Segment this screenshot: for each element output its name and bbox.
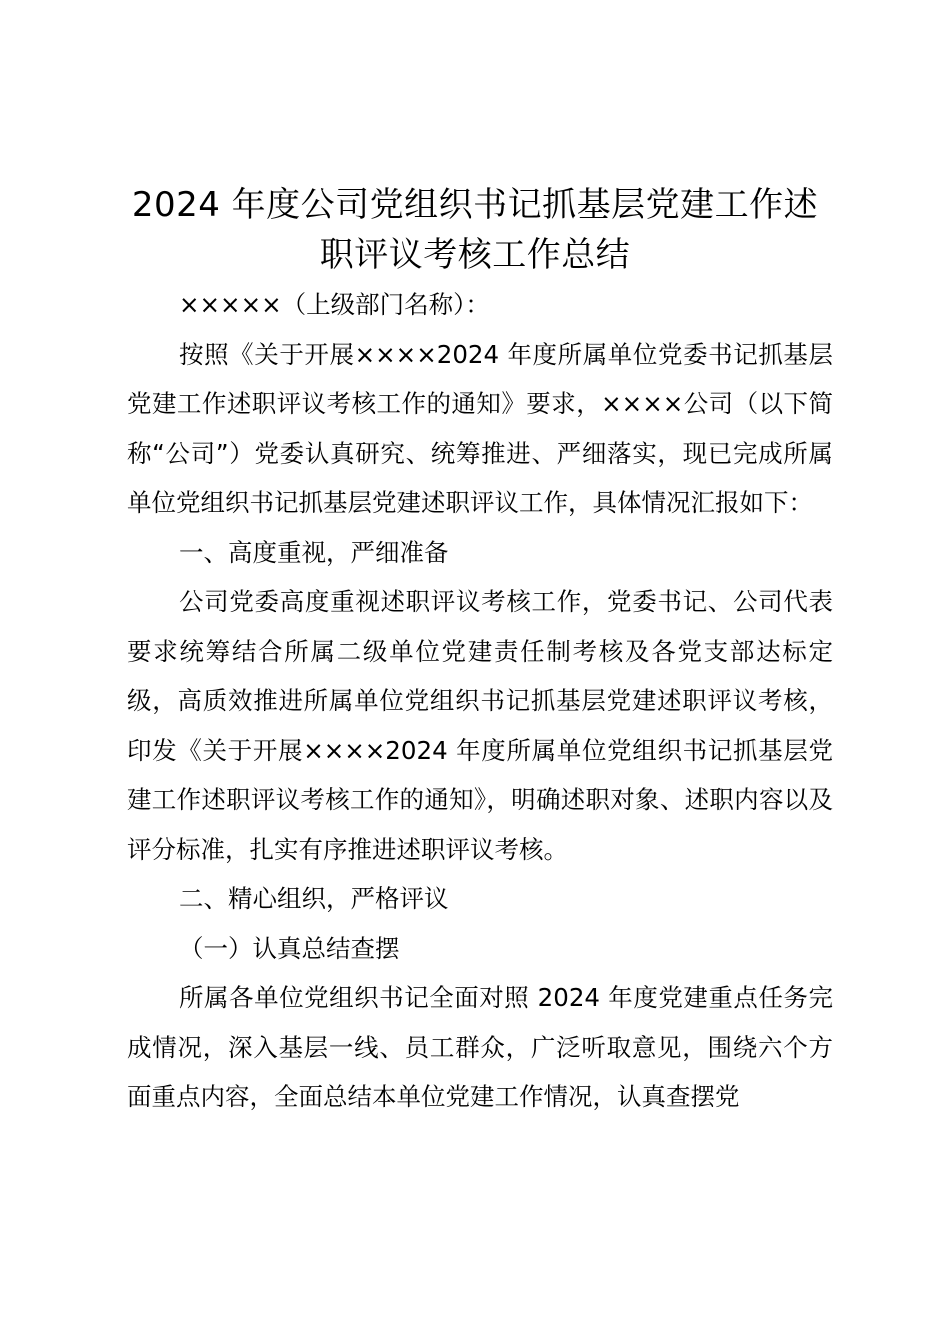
document-title: [100, 180, 850, 280]
document-body: [127, 280, 833, 1122]
paragraph-intro: 按照《关于开展××××2024 年度所属单位党委书记抓基层党建工作述职评议考核工作的通知》要求，××××公司（以下简称“公司”）党委认真研究、统筹推进、严细落实，现已完成所属单位党组织书记抓基层党建述职评议工作，具体情况汇报如下：: [127, 339, 833, 517]
subheading-2-1: （一）认真总结查摆: [179, 933, 400, 963]
title-line-2: 职评议考核工作总结: [319, 235, 631, 275]
heading-section-2: 二、精心组织，严格评议: [179, 884, 449, 913]
heading-section-1: 一、高度重视，严细准备: [179, 537, 449, 567]
salutation: ×××××（上级部门名称）：: [179, 290, 490, 319]
paragraph-section-2-1: 所属各单位党组织书记全面对照 2024 年度党建重点任务完成情况，深入基层一线、员工群众，广泛听取意见，围绕六个方面重点内容，全面总结本单位党建工作情况，认真查摆党: [127, 983, 833, 1111]
title-line-1: 2024 年度公司党组织书记抓基层党建工作述: [131, 185, 819, 225]
paragraph-section-1: 公司党委高度重视述职评议考核工作，党委书记、公司代表要求统筹结合所属二级单位党建责任制考核及各党支部达标定级，高质效推进所属单位党组织书记抓基层党建述职评议考核，印发《关于开展××××2024 年度所属单位党组织书记抓基层党建工作述职评议考核工作的通知》，明确述职对象、述职内容以及评分标准，扎实有序推进述职评议考核。: [127, 587, 833, 864]
